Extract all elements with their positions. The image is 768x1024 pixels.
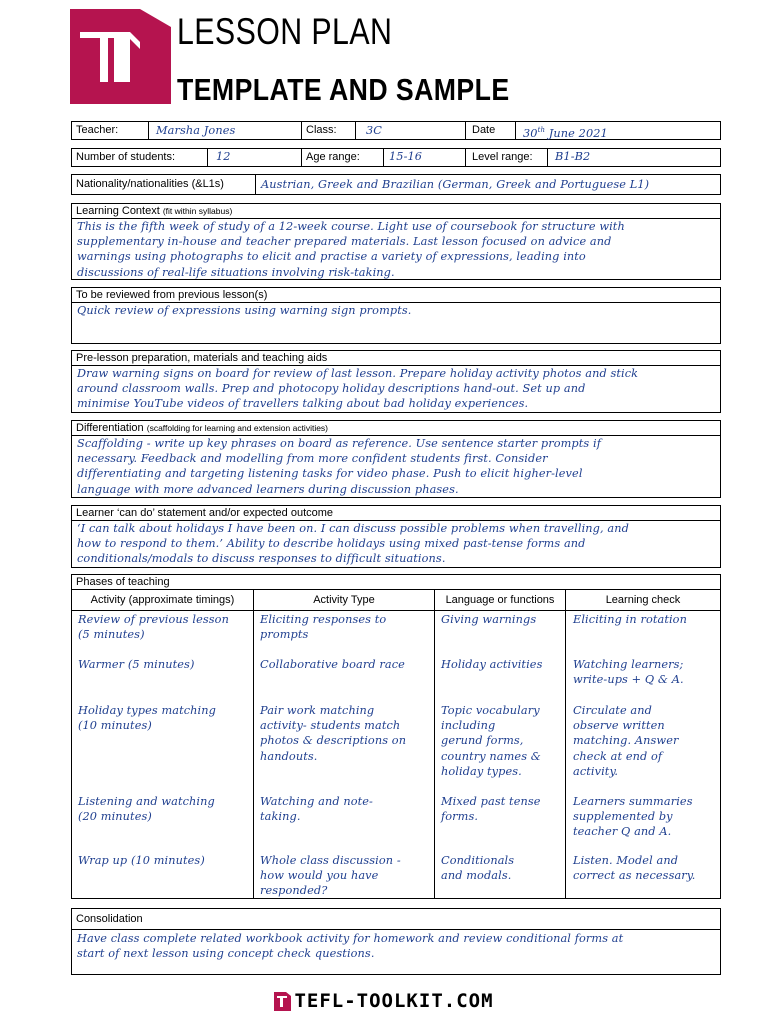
learning-context-section [71, 203, 721, 280]
consolidation-label: Consolidation [72, 909, 720, 930]
page-subtitle: TEMPLATE AND SAMPLE [177, 72, 510, 107]
nationality-row [71, 174, 721, 195]
col-header-activity: Activity (approximate timings) [90, 594, 235, 606]
learning-context-label: Learning Context (fit within syllabus) [72, 204, 720, 219]
phases-label: Phases of teaching [72, 575, 720, 590]
differentiation-text: Scaffolding - write up key phrases on board as reference. Use sentence starter prompts if necessary. Feedback and modelling from more confident students first. Consider differentiating and targeting listening tasks for video phase. Push to elicit higher-level language with more advanced learners during discussion phases. [77, 437, 601, 496]
date-value: 30th June 2021 [523, 126, 608, 140]
can-do-section [71, 505, 721, 568]
table-cell: Eliciting in rotation [573, 613, 687, 626]
level-value: B1-B2 [555, 150, 591, 163]
table-cell: Pair work matching activity- students match photos & descriptions on handouts. [260, 704, 407, 763]
table-cell: Eliciting responses to prompts [260, 613, 387, 642]
level-label: Level range: [472, 151, 533, 163]
footer-site[interactable]: TEFL-TOOLKIT.COM [294, 990, 494, 1012]
nationality-value: Austrian, Greek and Brazilian (German, Greek and Portuguese L1) [261, 178, 650, 191]
table-row: Holiday types matching (10 minutes) [78, 704, 216, 733]
prep-text: Draw warning signs on board for review of last lesson. Prepare holiday activity photos and stick around classroom walls. Prep and photocopy holiday descriptions hand-out. Set up and minimise YouTube videos of travellers talking about bad holiday experiences. [77, 367, 639, 411]
teacher-row [71, 121, 721, 140]
teacher-label: Teacher: [76, 124, 119, 136]
brand-logo [70, 9, 171, 104]
students-value: 12 [216, 150, 231, 163]
class-value: 3C [366, 124, 383, 137]
nationality-label: Nationality/nationalities (&L1s) [76, 178, 224, 190]
table-cell: Holiday activities [441, 658, 543, 671]
table-cell: Giving warnings [441, 613, 537, 626]
differentiation-label: Differentiation (scaffolding for learning and extension activities) [72, 421, 720, 436]
table-cell: Learners summaries supplemented by teacher Q and A. [573, 795, 693, 839]
footer [0, 990, 768, 1012]
phases-table [71, 574, 721, 899]
differentiation-section [71, 420, 721, 498]
table-cell: Watching and note- taking. [260, 795, 373, 824]
age-label: Age range: [306, 151, 360, 163]
table-cell: Listen. Model and correct as necessary. [573, 854, 696, 883]
date-label: Date [472, 124, 496, 136]
learning-context-text: This is the fifth week of study of a 12-week course. Light use of coursebook for structure with supplementary in-house and teacher prepared materials. Last lesson focused on advice and warnings using photographs to elicit and practise a variety of expressions, leading into discussions of real-life situations involving risk-taking. [77, 220, 625, 279]
consolidation-text: Have class complete related workbook activity for homework and review conditional forms at start of next lesson using concept check questions. [77, 932, 624, 961]
consolidation-section [71, 908, 721, 975]
review-label: To be reviewed from previous lesson(s) [72, 288, 720, 303]
age-value: 15-16 [389, 150, 423, 163]
col-header-language: Language or functions [445, 594, 555, 606]
teacher-value: Marsha Jones [156, 124, 236, 137]
students-label: Number of students: [76, 151, 176, 163]
table-cell: Whole class discussion - how would you have responded? [260, 854, 401, 898]
table-row: Warmer (5 minutes) [78, 658, 195, 671]
table-row: Listening and watching (20 minutes) [78, 795, 215, 824]
page-title: LESSON PLAN [177, 11, 393, 52]
table-row: Review of previous lesson (5 minutes) [78, 613, 229, 642]
table-cell: Collaborative board race [260, 658, 405, 671]
review-section [71, 287, 721, 344]
can-do-text: ‘I can talk about holidays I have been on. I can discuss possible problems when travelling, and how to respond to them.’ Ability to describe holidays using mixed past-tense forms and conditionals/modals to discuss responses to difficult situations. [77, 522, 629, 566]
prep-label: Pre-lesson preparation, materials and teaching aids [72, 351, 720, 366]
table-cell: Mixed past tense forms. [441, 795, 541, 824]
table-row: Wrap up (10 minutes) [78, 854, 205, 867]
can-do-label: Learner ‘can do’ statement and/or expected outcome [72, 506, 720, 521]
col-header-activity-type: Activity Type [313, 594, 375, 606]
table-cell: Watching learners; write-ups + Q & A. [573, 658, 684, 687]
table-cell: Topic vocabulary including gerund forms, country names & holiday types. [441, 704, 541, 778]
table-cell: Circulate and observe written matching. Answer check at end of activity. [573, 704, 679, 778]
students-row [71, 148, 721, 167]
col-header-learning-check: Learning check [605, 594, 681, 606]
table-cell: Conditionals and modals. [441, 854, 515, 883]
prep-section [71, 350, 721, 413]
class-label: Class: [306, 124, 337, 136]
brand-mark-icon [274, 992, 291, 1011]
review-text: Quick review of expressions using warning sign prompts. [77, 304, 412, 317]
